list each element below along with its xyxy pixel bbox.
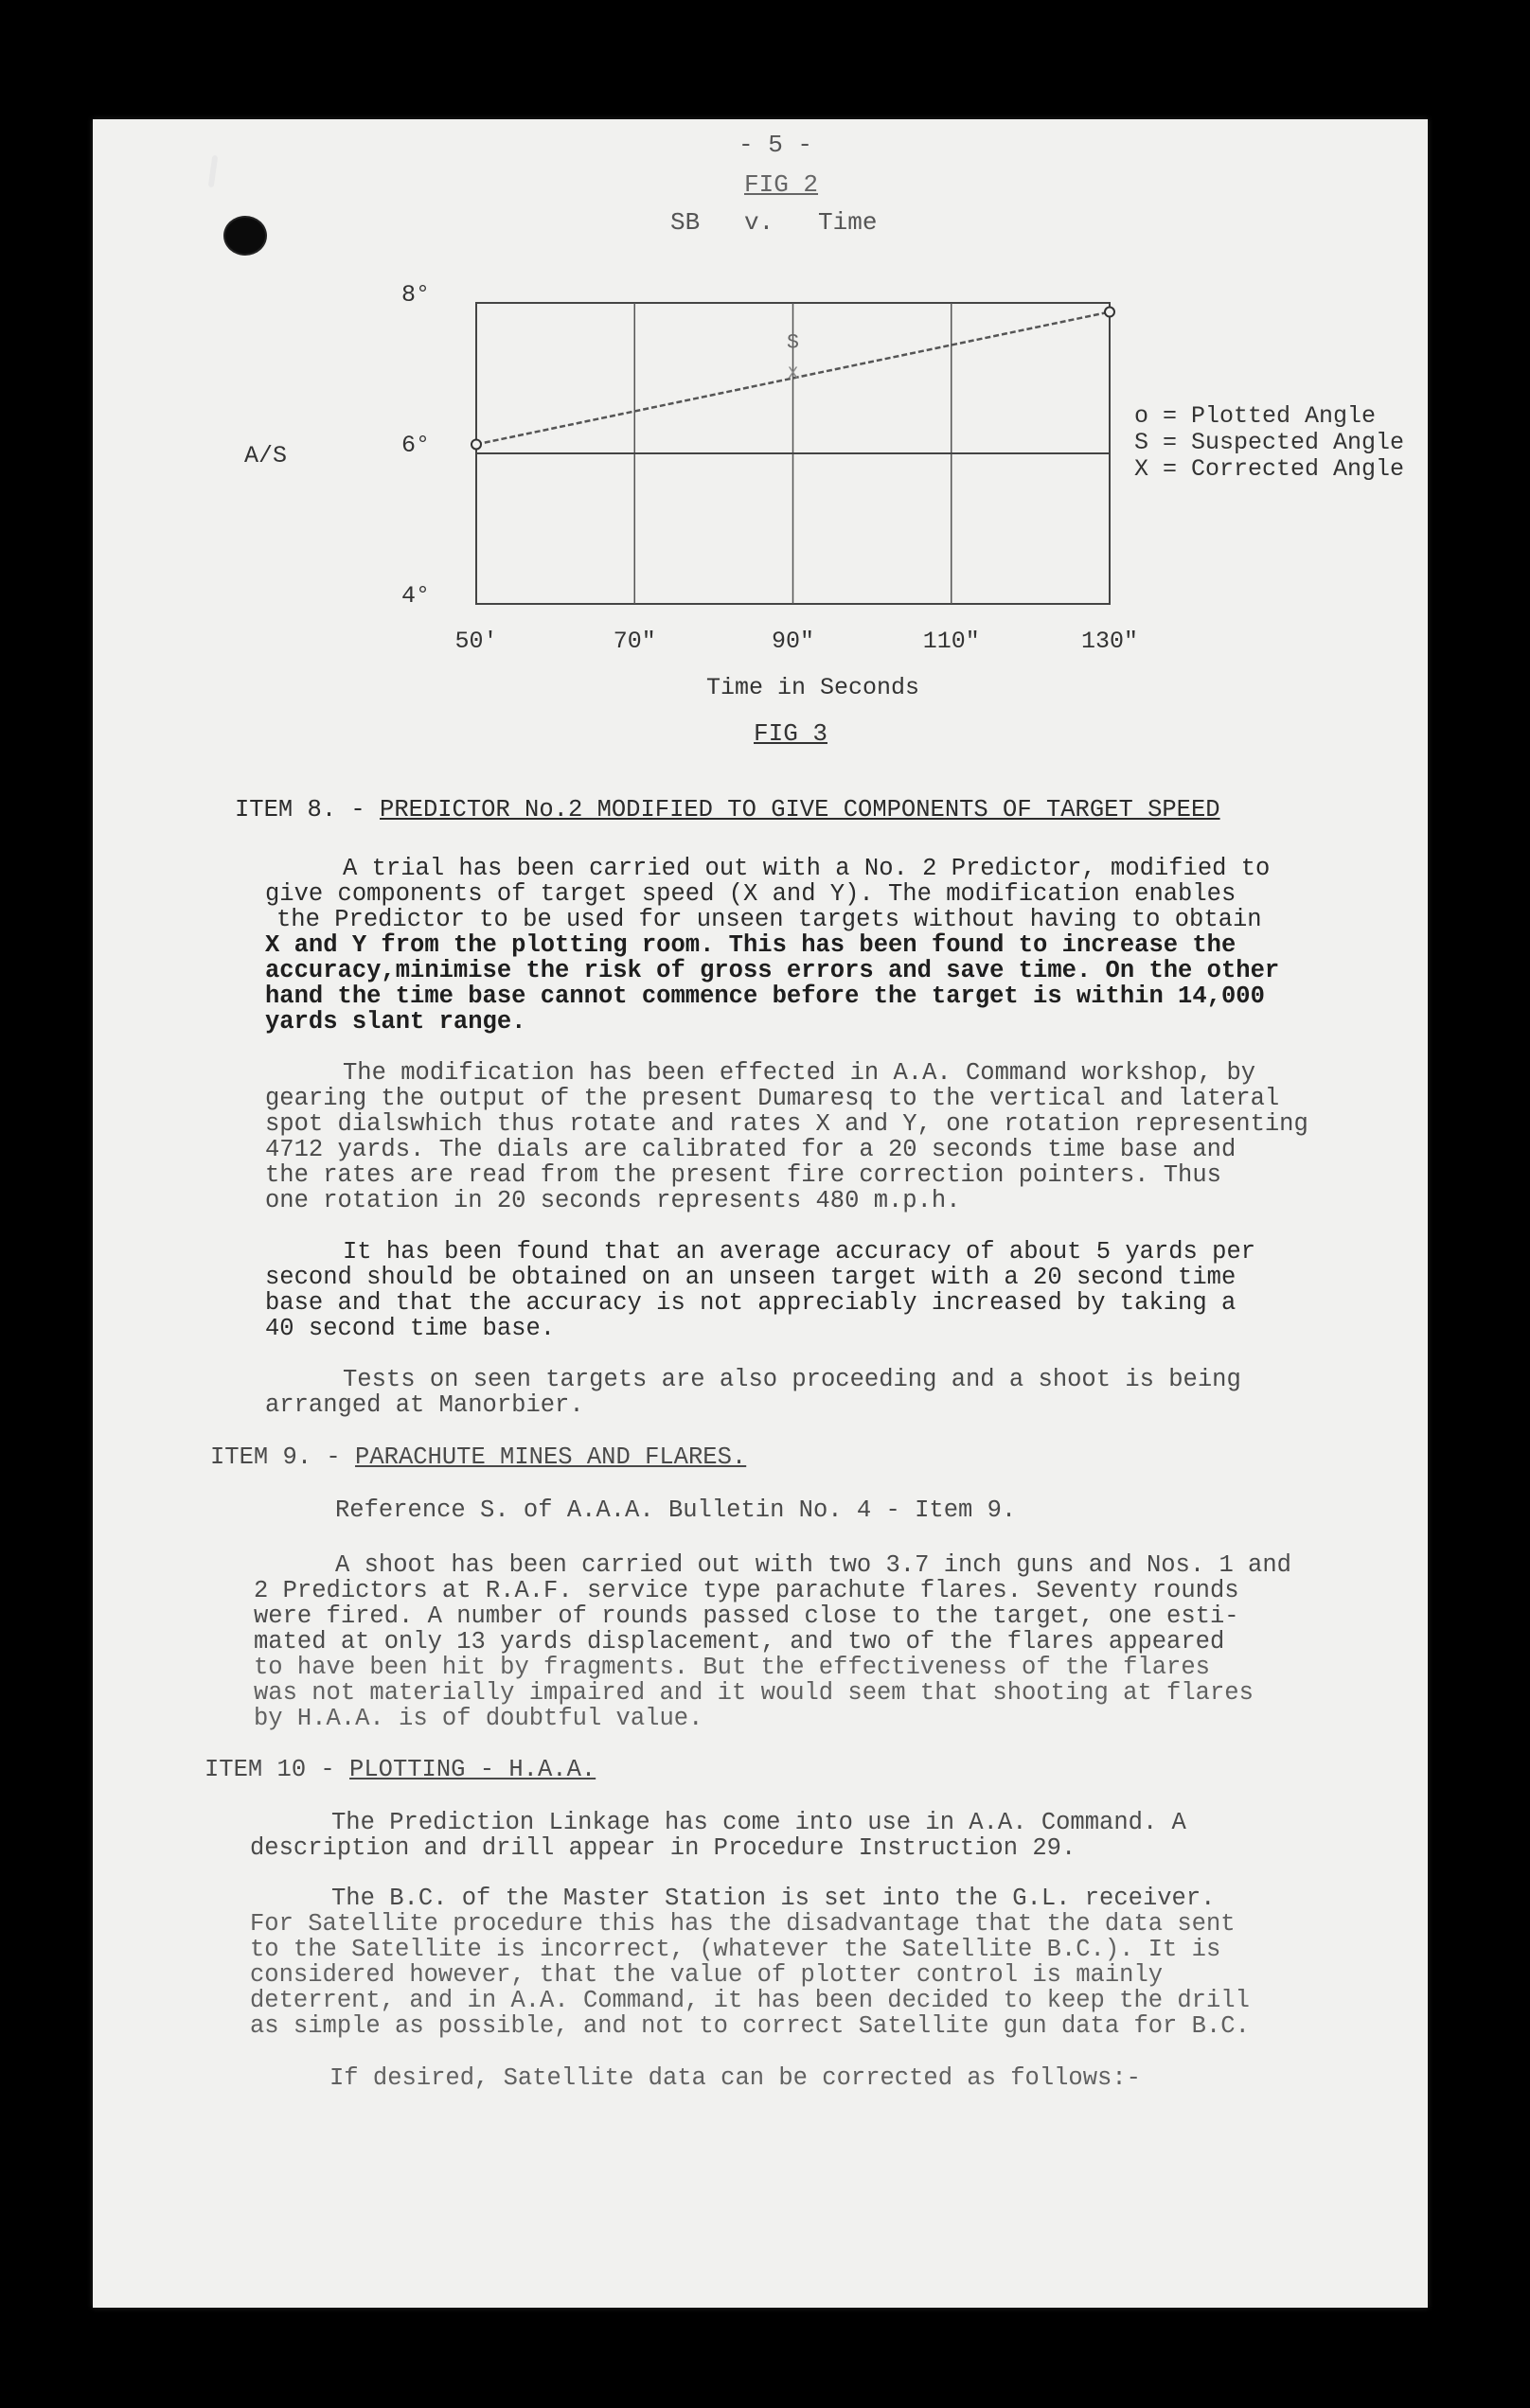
item8-p1-line: A trial has been carried out with a No. 2 Predictor, modified to <box>343 855 1271 882</box>
item10-p2-line: For Satellite procedure this has the disadvantage that the data sent <box>250 1910 1236 1938</box>
item9-p1-line: were fired. A number of rounds passed close to the target, one esti- <box>254 1602 1239 1630</box>
legend-item-corrected: X = Corrected Angle <box>1134 455 1405 483</box>
item8-p2-line: the rates are read from the present fire correction pointers. Thus <box>265 1161 1221 1189</box>
item10-p1-line: The Prediction Linkage has come into use in A.A. Command. A <box>331 1809 1186 1836</box>
item10-p2-line: considered however, that the value of plotter control is mainly <box>250 1961 1164 1989</box>
figure-title: FIG 2 <box>744 170 819 199</box>
x-tick-label: 130" <box>1080 628 1139 655</box>
item8-p1-line: hand the time base cannot commence before the target is within 14,000 <box>265 983 1265 1010</box>
item9-heading-text: PARACHUTE MINES AND FLARES. <box>355 1443 747 1471</box>
item8-p3-line: It has been found that an average accuracy of about 5 yards per <box>343 1238 1256 1266</box>
y-tick-label: 6° <box>401 432 431 459</box>
x-tick-label: 70" <box>613 628 656 655</box>
item9-heading <box>210 1444 746 1470</box>
figure-caption: FIG 3 <box>754 719 828 748</box>
item10-p3: If desired, Satellite data can be corrected as follows:- <box>329 2064 1141 2092</box>
item8-p3-line: base and that the accuracy is not appreciably increased by taking a <box>265 1289 1236 1317</box>
punch-hole <box>225 218 265 254</box>
item8-heading-prefix: ITEM 8. - <box>235 796 381 823</box>
item10-p2-line: The B.C. of the Master Station is set into the G.L. receiver. <box>331 1885 1216 1912</box>
item8-heading <box>235 797 1220 823</box>
item9-heading-prefix: ITEM 9. - <box>210 1443 356 1471</box>
item9-p1-line: mated at only 13 yards displacement, and two of the flares appeared <box>254 1628 1225 1656</box>
y-axis-label: A/S <box>244 442 288 469</box>
y-tick-label: 4° <box>401 582 431 610</box>
item8-p2-line: one rotation in 20 seconds represents 480 m.p.h. <box>265 1187 961 1214</box>
data-point-corrected-angle: X <box>788 364 798 384</box>
item8-p3-line: second should be obtained on an unseen target with a 20 second time <box>265 1264 1236 1291</box>
item8-heading-text: PREDICTOR No.2 MODIFIED TO GIVE COMPONENTS OF TARGET SPEED <box>380 796 1220 823</box>
document-page <box>93 119 1428 2308</box>
x-axis-label: Time in Seconds <box>706 674 920 701</box>
item8-p3-line: 40 second time base. <box>265 1315 556 1342</box>
legend-item-suspected: S = Suspected Angle <box>1134 429 1405 456</box>
legend-item-plotted: o = Plotted Angle <box>1134 402 1377 430</box>
item8-p1-line: give components of target speed (X and Y). The modification enables <box>265 880 1236 908</box>
x-tick-label: 50' <box>454 628 498 655</box>
data-point-plotted-angle <box>1105 308 1114 317</box>
item9-p1-line: to have been hit by fragments. But the effectiveness of the flares <box>254 1654 1210 1681</box>
item8-p1-line: yards slant range. <box>265 1008 526 1036</box>
y-tick-label: 8° <box>401 281 431 309</box>
item8-p4-line: arranged at Manorbier. <box>265 1391 584 1419</box>
item8-p2-line: gearing the output of the present Dumaresq to the vertical and lateral <box>265 1085 1280 1112</box>
page-number: - 5 - <box>738 131 813 159</box>
item10-p2-line: deterrent, and in A.A. Command, it has been decided to keep the drill <box>250 1987 1250 2014</box>
item9-p1-line: was not materially impaired and it would seem that shooting at flares <box>254 1679 1254 1707</box>
item8-p2-line: spot dialswhich thus rotate and rates X and Y, one rotation representing <box>265 1110 1308 1138</box>
item10-heading <box>205 1757 596 1782</box>
item9-p1-line: A shoot has been carried out with two 3.7 inch guns and Nos. 1 and <box>335 1551 1291 1579</box>
x-tick-label: 90" <box>771 628 815 655</box>
item8-p2-line: 4712 yards. The dials are calibrated for a 20 seconds time base and <box>265 1136 1236 1163</box>
item10-p1-line: description and drill appear in Procedure Instruction 29. <box>250 1834 1076 1862</box>
item10-heading-text: PLOTTING - H.A.A. <box>349 1756 596 1783</box>
item8-p1-line: accuracy,minimise the risk of gross errors and save time. On the other <box>265 957 1280 984</box>
item8-p4-line: Tests on seen targets are also proceeding and a shoot is being <box>343 1366 1241 1393</box>
item8-p2-line: The modification has been effected in A.A. Command workshop, by <box>343 1059 1256 1087</box>
chart-legend <box>1134 403 1404 483</box>
item8-p1-line: X and Y from the plotting room. This has been found to increase the <box>265 931 1236 959</box>
item9-reference: Reference S. of A.A.A. Bulletin No. 4 - Item 9. <box>335 1496 1017 1524</box>
chart-title: SB v. Time <box>670 208 878 237</box>
item10-p2-line: as simple as possible, and not to correct Satellite gun data for B.C. <box>250 2012 1250 2040</box>
item9-p1-line: 2 Predictors at R.A.F. service type parachute flares. Seventy rounds <box>254 1577 1239 1604</box>
item10-heading-prefix: ITEM 10 - <box>205 1756 350 1783</box>
item8-p1-line: the Predictor to be used for unseen targets without having to obtain <box>276 906 1262 933</box>
data-point-suspected-angle: S <box>786 330 800 355</box>
item10-p2-line: to the Satellite is incorrect, (whatever the Satellite B.C.). It is <box>250 1936 1221 1963</box>
item9-p1-line: by H.A.A. is of doubtful value. <box>254 1705 703 1732</box>
data-point-plotted-angle <box>471 439 481 449</box>
x-tick-label: 110" <box>922 628 980 655</box>
